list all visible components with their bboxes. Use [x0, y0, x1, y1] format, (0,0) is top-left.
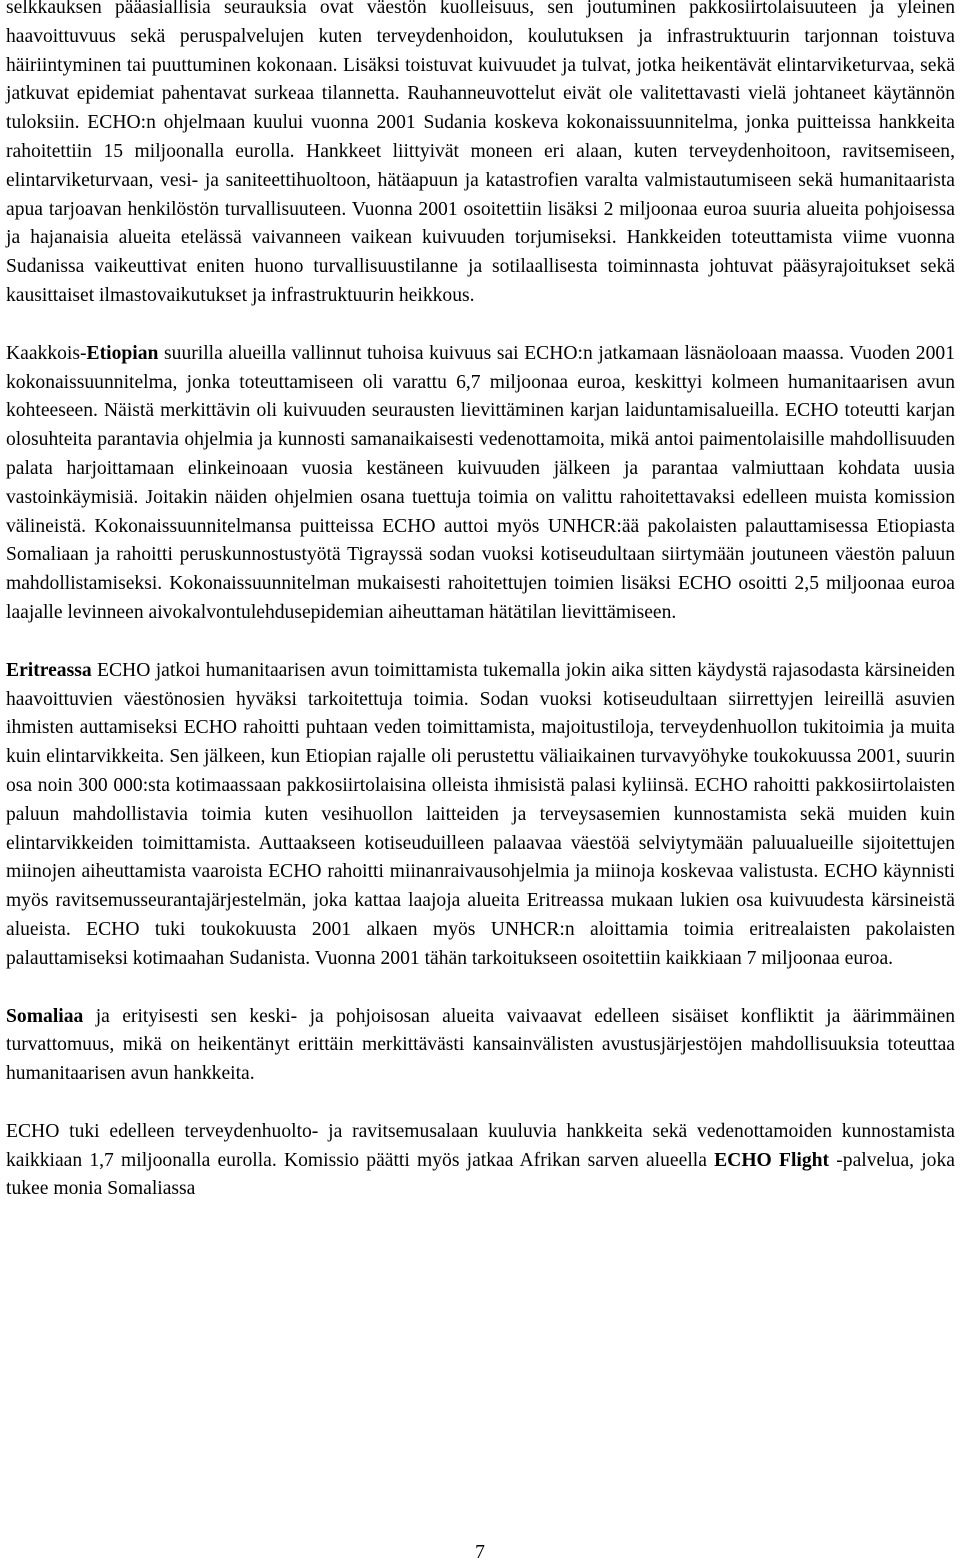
- paragraph-text: ECHO tuki edelleen terveydenhuolto- ja ravitsemusalaan kuuluvia hankkeita sekä vedenottamoiden kunnostamista kaikkiaan 1,7 miljoonalla eurolla. Komissio päätti myös jatkaa Afrikan sarven alueella: [6, 1120, 955, 1171]
- paragraph-somalia: [6, 1003, 955, 1089]
- paragraph-text: ja erityisesti sen keski- ja pohjoisosan alueita vaivaavat edelleen sisäiset konfliktit ja äärimmäinen turvattomuus, mikä on heikentänyt erittäin merkittävästi kansainvälisten avustusjärjestöjen mahdollisuuksia toteuttaa humanitaarisen avun hankkeita.: [6, 1005, 955, 1085]
- paragraph-eritrea: [6, 657, 955, 974]
- country-heading-somalia: Somaliaa: [6, 1005, 84, 1027]
- paragraph-suffix: -palvelua, joka tukee monia Somaliassa: [6, 1149, 955, 1200]
- echo-flight-name: ECHO Flight: [714, 1149, 830, 1171]
- paragraph-text: suurilla alueilla vallinnut tuhoisa kuivuus sai ECHO:n jatkamaan läsnäoloaan maassa. Vuoden 2001 kokonaissuunnitelma, jonka toteuttamiseen oli varattu 6,7 miljoonaa euroa, keskittyi kolmeen humanitaarisen avun kohteeseen. Näistä merkittävin oli kuivuuden seurausten lievittäminen karjan laiduntamisalueilla. ECHO toteutti karjan olosuhteita parantavia ohjelmia ja kunnosti samanaikaisesti vedenottamoita, mikä antoi paimentolaisille mahdollisuuden palata harjoittamaan elinkeinoaan vuosia kestäneen kuivuuden jälkeen ja parantaa valmiuttaan kohdata uusia vastoinkäymisiä. Joitakin näiden ohjelmien osana tuettuja toimia on valittu rahoitettavaksi edelleen muista komission välineistä. Kokonaissuunnitelmansa puitteissa ECHO auttoi myös UNHCR:ää pakolaisten palauttamisessa Etiopiasta Somaliaan ja rahoitti peruskunnostustyötä Tigrayssä sodan vuoksi kotiseudultaan siirtymään joutuneen väestön paluun mahdollistamiseksi. Kokonaissuunnitelman mukaisesti rahoitettujen toimien lisäksi ECHO osoitti 2,5 miljoonaa euroa laajalle levinneen aivokalvontulehdusepidemian aiheuttaman hätätilan lievittämiseen.: [6, 342, 955, 623]
- paragraph-prefix: Kaakkois-: [6, 342, 87, 364]
- paragraph-text: selkkauksen pääasiallisia seurauksia ovat väestön kuolleisuus, sen joutuminen pakkosiirtolaisuuteen ja yleinen haavoittuvuus sekä peruspalvelujen kuten terveydenhoidon, koulutuksen ja infrastruktuurin tarjonnan toistuva häiriintyminen tai puuttuminen kokonaan. Lisäksi toistuvat kuivuudet ja tulvat, jotka heikentävät elintarviketurvaa, sekä jatkuvat epidemiat pahentavat surkeaa tilannetta. Rauhanneuvottelut eivät ole valitettavasti vielä johtaneet käytännön tuloksiin. ECHO:n ohjelmaan kuului vuonna 2001 Sudania koskeva kokonaissuunnitelma, jonka puitteissa hankkeita rahoitettiin 15 miljoonalla eurolla. Hankkeet liittyivät moneen eri alaan, kuten terveydenhoitoon, ravitsemiseen, elintarviketurvaan, vesi- ja saniteettihuoltoon, hätäapuun ja katastrofien varalta valmistautumiseen sekä humanitaarista apua tarjoavan henkilöstön turvallisuuteen. Vuonna 2001 osoitettiin lisäksi 2 miljoonaa euroa suuria alueita pohjoisessa ja hajanaisia alueita etelässä vaivanneen vaikean kuivuuden torjumiseksi. Hankkeiden toteuttamista viime vuonna Sudanissa vaikeuttivat eniten huono turvallisuustilanne ja sotilaallisesta toiminnasta johtuvat pääsyrajoitukset sekä kausittaiset ilmastovaikutukset ja infrastruktuurin heikkous.: [6, 0, 955, 306]
- paragraph-sudan: [6, 0, 955, 311]
- paragraph-text: ECHO jatkoi humanitaarisen avun toimittamista tukemalla jokin aika sitten käydystä rajasodasta kärsineiden haavoittuvien väestönosien hyväksi tarkoitettuja toimia. Sodan vuoksi kotiseudultaan siirrettyjen leireillä asuvien ihmisten auttamiseksi ECHO rahoitti puhtaan veden toimittamista, majoitustiloja, terveydenhuollon tukitoimia ja muita kuin elintarvikkeita. Sen jälkeen, kun Etiopian rajalle oli perustettu väliaikainen turvavyöhyke toukokuussa 2001, suurin osa noin 300 000:sta kotimaassaan pakkosiirtolaisina olleista ihmisistä palasi kyliinsä. ECHO rahoitti pakkosiirtolaisten paluun mahdollistavia toimia kuten vesihuollon laitteiden ja terveysasemien kunnostamista sekä muiden kuin elintarvikkeiden toimittamista. Auttaakseen kotiseuduilleen palaavaa väestöä selviytymään paluualueille sijoitettujen miinojen aiheuttamista vaaroista ECHO rahoitti miinanraivausohjelmia ja miinoja koskevaa valistusta. ECHO käynnisti myös ravitsemusseurantajärjestelmän, joka kattaa laajoja alueita Eritreassa mukaan lukien osa kuivuudesta kärsineistä alueista. ECHO tuki toukokuusta 2001 alkaen myös UNHCR:n aloittamia toimia eritrealaisten pakolaisten palauttamiseksi kotimaahan Sudanista. Vuonna 2001 tähän tarkoitukseen osoitettiin kaikkiaan 7 miljoonaa euroa.: [6, 659, 955, 969]
- page-number: 7: [475, 1542, 485, 1563]
- country-heading-ethiopia: Etiopian: [86, 342, 159, 364]
- paragraph-echo-support: [6, 1118, 955, 1204]
- country-heading-eritrea: Eritreassa: [6, 659, 92, 681]
- document-body: [6, 0, 955, 1204]
- paragraph-ethiopia: [6, 340, 955, 628]
